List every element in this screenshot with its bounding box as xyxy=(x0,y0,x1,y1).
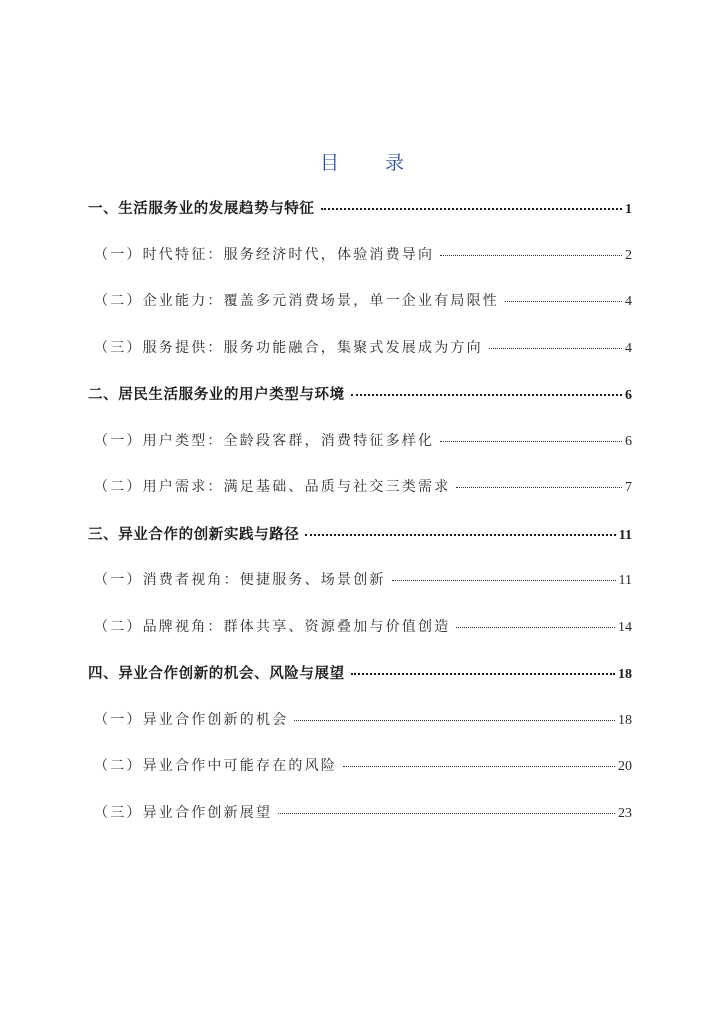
toc-list xyxy=(88,197,632,848)
toc-entry-page: 7 xyxy=(625,480,632,495)
toc-entry-text: （一）消费者视角：便捷服务、场景创新 xyxy=(94,572,386,588)
toc-entry-page: 18 xyxy=(618,667,632,682)
toc-entry-section-4-2[interactable] xyxy=(88,755,632,802)
toc-entry-page: 11 xyxy=(618,527,632,543)
toc-entry-page: 14 xyxy=(618,619,632,635)
toc-entry-section-3-1[interactable] xyxy=(88,569,632,616)
toc-entry-text: 四、异业合作创新的机会、风险与展望 xyxy=(88,666,345,682)
dot-leader xyxy=(456,487,622,488)
toc-entry-section-4-1[interactable] xyxy=(88,709,632,756)
toc-entry-text: （一）时代特征：服务经济时代，体验消费导向 xyxy=(94,246,435,263)
toc-entry-page: 20 xyxy=(618,759,632,774)
toc-entry-page: 1 xyxy=(625,202,632,217)
toc-entry-chapter-4[interactable] xyxy=(88,662,632,709)
dot-leader xyxy=(489,348,622,349)
toc-title: 目 录 xyxy=(319,152,425,174)
toc-entry-page: 2 xyxy=(625,247,632,263)
toc-entry-text: （三）服务提供：服务功能融合，集聚式发展成为方向 xyxy=(94,339,483,356)
dot-leader xyxy=(294,720,615,721)
toc-entry-section-3-2[interactable] xyxy=(88,616,632,663)
toc-entry-text: （二）企业能力：覆盖多元消费场景，单一企业有局限性 xyxy=(94,293,499,309)
dot-leader xyxy=(440,441,622,442)
dot-leader xyxy=(440,255,622,256)
toc-entry-text: 一、生活服务业的发展趋势与特征 xyxy=(88,201,315,217)
toc-entry-section-4-3[interactable] xyxy=(88,802,632,849)
toc-entry-page: 11 xyxy=(618,573,632,588)
toc-entry-page: 4 xyxy=(625,340,632,356)
toc-entry-text: （三）异业合作创新展望 xyxy=(94,804,273,821)
toc-entry-text: （一）异业合作创新的机会 xyxy=(94,711,289,728)
dot-leader xyxy=(392,580,616,581)
dot-leader xyxy=(351,394,622,396)
toc-entry-text: 三、异业合作的创新实践与路径 xyxy=(88,526,300,543)
toc-entry-section-2-2[interactable] xyxy=(88,476,632,523)
dot-leader xyxy=(343,766,615,767)
toc-entry-chapter-1[interactable] xyxy=(88,197,632,244)
dot-leader xyxy=(321,208,623,210)
toc-entry-chapter-3[interactable] xyxy=(88,523,632,570)
toc-entry-page: 18 xyxy=(618,712,632,728)
dot-leader xyxy=(305,534,615,536)
dot-leader xyxy=(351,673,615,675)
toc-entry-text: （二）用户需求：满足基础、品质与社交三类需求 xyxy=(94,479,451,495)
dot-leader xyxy=(505,301,622,302)
toc-entry-page: 23 xyxy=(618,805,632,821)
toc-entry-text: （二）品牌视角：群体共享、资源叠加与价值创造 xyxy=(94,618,451,635)
toc-entry-section-1-1[interactable] xyxy=(88,244,632,291)
toc-entry-page: 4 xyxy=(625,294,632,309)
toc-entry-section-2-1[interactable] xyxy=(88,430,632,477)
toc-entry-page: 6 xyxy=(625,433,632,449)
toc-entry-text: （二）异业合作中可能存在的风险 xyxy=(94,758,337,774)
toc-entry-section-1-2[interactable] xyxy=(88,290,632,337)
dot-leader xyxy=(456,627,615,628)
toc-entry-text: 二、居民生活服务业的用户类型与环境 xyxy=(88,387,345,403)
toc-entry-chapter-2[interactable] xyxy=(88,383,632,430)
dot-leader xyxy=(278,813,615,814)
toc-entry-section-1-3[interactable] xyxy=(88,337,632,384)
toc-entry-text: （一）用户类型：全龄段客群，消费特征多样化 xyxy=(94,432,435,449)
toc-entry-page: 6 xyxy=(625,388,632,403)
